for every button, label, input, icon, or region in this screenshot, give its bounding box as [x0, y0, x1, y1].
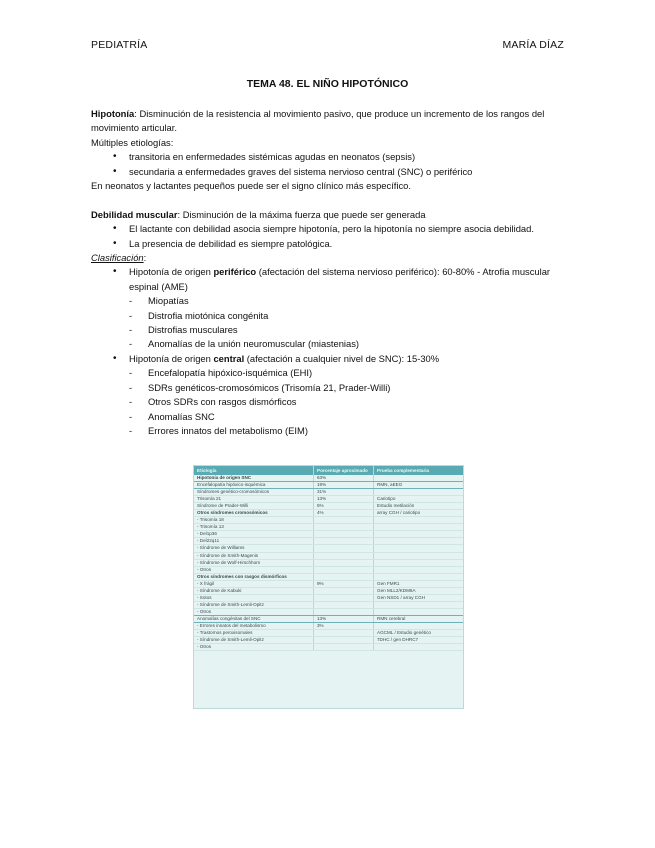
list-item: - Otros SDRs con rasgos dismórficos — [91, 395, 566, 409]
table-cell — [313, 630, 373, 636]
table-cell: 31% — [313, 489, 373, 495]
table-cell — [313, 567, 373, 573]
list-item: - SDRs genéticos-cromosómicos (Trisomía 21, Prader-Willi) — [91, 381, 566, 395]
table-row — [194, 630, 463, 637]
etiologies-list — [91, 150, 566, 179]
table-cell: 7DHC / gen DHRC7 — [373, 637, 463, 643]
table-cell — [373, 623, 463, 629]
table-cell — [373, 553, 463, 559]
document-body — [91, 107, 566, 438]
table-cell: Cariotipo — [373, 496, 463, 502]
table-cell: - Sotos — [197, 594, 212, 600]
table-row — [194, 637, 463, 644]
table-row — [194, 503, 463, 510]
etiologies-label: Múltiples etiologías: — [91, 136, 174, 148]
table-cell — [313, 595, 373, 601]
table-cell: - Del22q11 — [197, 538, 220, 544]
header-author: MARÍA DÍAZ — [502, 39, 564, 51]
table-row — [194, 538, 463, 545]
table-cell: - Otros — [197, 608, 212, 614]
list-item: • La presencia de debilidad es siempre patológica. — [91, 237, 566, 251]
table-cell: 4% — [313, 510, 373, 516]
table-row — [194, 602, 463, 609]
table-cell — [373, 531, 463, 537]
debilidad-definition: Debilidad muscular: Disminución de la máxima fuerza que puede ser generada — [91, 208, 426, 220]
header-subject: PEDIATRÍA — [91, 39, 148, 51]
table-cell — [313, 524, 373, 530]
hipotonia-term: Hipotonía — [91, 108, 135, 119]
table-cell: Gen MLL2/KDM6A — [373, 588, 463, 594]
table-cell: RMN, aEEG — [373, 482, 463, 488]
table-cell — [313, 644, 373, 650]
list-item: - Anomalías SNC — [91, 410, 566, 424]
table-row — [194, 496, 463, 503]
table-cell: Otros síndromes con rasgos dismórficos — [197, 573, 287, 579]
list-item: - Errores innatos del metabolismo (EIM) — [91, 424, 566, 438]
table-cell: Síndromes genético-cromosómicos — [197, 489, 269, 495]
table-cell: Otros síndromes cromosómicos — [197, 510, 268, 516]
hipotonia-definition: Hipotonía: Disminución de la resistencia al movimiento pasivo, que produce un incremento de los rangos del movimiento articular. — [91, 108, 545, 134]
table-cell: - Trisomía 13 — [197, 524, 224, 530]
table-cell: 5% — [313, 503, 373, 509]
table-cell: 9% — [313, 581, 373, 587]
table-cell: - Síndrome de Williams — [197, 545, 245, 551]
table-row — [194, 595, 463, 602]
list-item: - Distrofias musculares — [91, 323, 566, 337]
table-cell: Síndrome de Prader-Willi — [197, 503, 249, 509]
page-title: TEMA 48. EL NIÑO HIPOTÓNICO — [246, 78, 409, 90]
table-header-cell: Prueba complementaria — [373, 466, 463, 475]
table-cell: - Síndrome de Smith-Lemli-Opitz — [197, 637, 264, 643]
table-cell: 63% — [313, 475, 373, 481]
clasificacion-list-central — [91, 352, 566, 366]
clasificacion-heading: Clasificación: — [91, 252, 147, 264]
table-cell — [373, 574, 463, 580]
table-cell: AGCML / Estudio genético — [373, 630, 463, 636]
table-row — [194, 553, 463, 560]
table-row — [194, 567, 463, 574]
central-sublist — [91, 366, 566, 438]
table-cell: array CGH / cariotipo — [373, 510, 463, 516]
table-body — [194, 475, 463, 651]
table-cell: Anomalías congénitas del SNC — [197, 615, 261, 621]
table-header-row — [194, 466, 463, 475]
table-cell — [313, 609, 373, 615]
table-cell — [373, 602, 463, 608]
list-item: - Anomalías de la unión neuromuscular (miastenias) — [91, 337, 566, 351]
list-item: • secundaria a enfermedades graves del sistema nervioso central (SNC) o periférico — [91, 165, 566, 179]
table-cell: Trisomía 21 — [197, 496, 222, 502]
table-header-cell: Etiología — [197, 468, 217, 473]
table-cell: Gen NSD1 / array CGH — [373, 595, 463, 601]
table-cell — [373, 644, 463, 650]
table-row — [194, 524, 463, 531]
table-cell: - Del1p36 — [197, 531, 217, 537]
etiology-table-image — [193, 465, 464, 709]
table-row — [194, 623, 463, 630]
table-cell: - Trastornos peroxisomales — [197, 630, 253, 636]
table-cell: 13% — [313, 496, 373, 502]
table-cell — [313, 602, 373, 608]
table-cell: 3% — [313, 623, 373, 629]
table-cell — [313, 574, 373, 580]
list-item-periferico: • Hipotonía de origen periférico (afectación del sistema nervioso periférico): 60-80% - Atrofia muscular espinal (AME) — [91, 265, 566, 294]
table-cell — [313, 560, 373, 566]
table-row — [194, 475, 463, 482]
table-cell — [313, 517, 373, 523]
table-row — [194, 517, 463, 524]
table-cell — [313, 538, 373, 544]
list-item: - Miopatías — [91, 294, 566, 308]
table-cell — [373, 567, 463, 573]
table-row — [194, 545, 463, 552]
table-row — [194, 482, 463, 489]
table-cell: - Errores innatos del metabolismo — [197, 622, 266, 628]
table-cell — [373, 560, 463, 566]
table-cell: - X frágil — [197, 580, 215, 586]
table-row — [194, 574, 463, 581]
table-cell: Hipotonía de origen SNC — [197, 475, 252, 480]
table-cell — [313, 588, 373, 594]
table-cell: - Síndrome de Smith-Lemli-Opitz — [197, 601, 264, 607]
periferico-sublist — [91, 294, 566, 352]
list-item: • transitoria en enfermedades sistémicas agudas en neonatos (sepsis) — [91, 150, 566, 164]
hipotonia-note: En neonatos y lactantes pequeños puede ser el signo clínico más específico. — [91, 180, 411, 192]
table-cell: Estudio metilación — [373, 503, 463, 509]
list-item: - Distrofia miotónica congénita — [91, 309, 566, 323]
table-row — [194, 489, 463, 496]
table-cell: Gen FMR1 — [373, 581, 463, 587]
table-cell: - Trisomía 18 — [197, 517, 224, 523]
list-item: • El lactante con debilidad asocia siempre hipotonía, pero la hipotonía no siempre asocia debilidad. — [91, 222, 566, 236]
table-cell — [373, 609, 463, 615]
debilidad-list — [91, 222, 566, 251]
list-item-central: • Hipotonía de origen central (afectación a cualquier nivel de SNC): 15-30% — [91, 352, 566, 366]
table-row — [194, 581, 463, 588]
table-cell — [313, 545, 373, 551]
table-cell — [373, 475, 463, 481]
table-cell — [373, 538, 463, 544]
table-row — [194, 609, 463, 616]
table-header-cell: Porcentaje aproximado — [313, 466, 373, 475]
table-row — [194, 510, 463, 517]
list-item: - Encefalopatía hipóxico-isquémica (EHI) — [91, 366, 566, 380]
table-cell: - Síndrome de Smith-Magenis — [197, 552, 259, 558]
table-cell: Encefalopatía hipóxico-isquémica — [197, 482, 266, 488]
table-cell — [313, 531, 373, 537]
table-row — [194, 588, 463, 595]
table-row — [194, 531, 463, 538]
table-cell: 19% — [313, 482, 373, 488]
table-cell: 13% — [313, 616, 373, 622]
table-cell — [313, 637, 373, 643]
table-cell — [373, 524, 463, 530]
debilidad-term: Debilidad muscular — [91, 208, 178, 220]
table-cell: - Síndrome de Wolf-Hirschhorn — [197, 559, 261, 565]
table-cell: - Otros — [197, 566, 212, 572]
table-row — [194, 644, 463, 651]
clasificacion-list — [91, 265, 566, 294]
table-cell — [373, 489, 463, 495]
table-cell — [373, 517, 463, 523]
table-cell: - Otros — [197, 644, 212, 650]
table-row — [194, 560, 463, 567]
table-cell — [373, 545, 463, 551]
table-cell: RMN cerebral — [373, 616, 463, 622]
table-cell: - Síndrome de Kabuki — [197, 587, 242, 593]
table-cell — [313, 553, 373, 559]
table-row — [194, 616, 463, 623]
